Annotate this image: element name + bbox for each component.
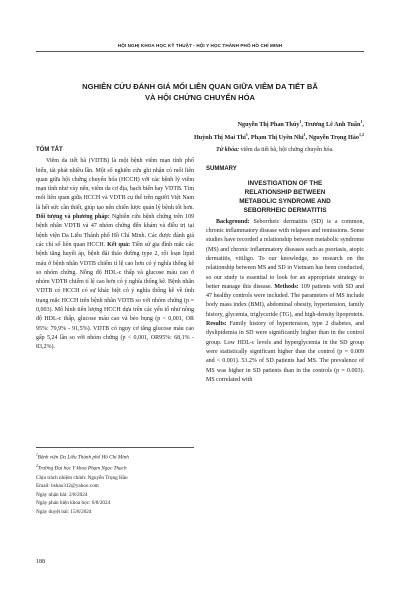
affiliation-1: $^1$Bệnh viện Da Liễu Thành phố Hồ Chí Minh [36,453,129,461]
email: Email: bshao312@yahoo.com [36,483,99,490]
footnotes [36,447,194,517]
page-number: 188 [36,559,45,565]
article-title [36,81,364,103]
conference-header: HỘI NGHỊ KHOA HỌC KỸ THUẬT - HỘI Y HỌC THÀNH PHỐ HỒ CHÍ MINH [117,43,283,48]
corresponding-author: Chịu trách nhiệm chính: Nguyễn Trọng Hào [36,474,128,481]
left-column [36,146,194,353]
english-title: INVESTIGATION OF THE RELATIONSHIP BETWEEN METABOLIC SYNDROME AND SEBORRHEIC DERMATITIS [239,179,331,215]
title-line-1: NGHIÊN CỨU ĐÁNH GIÁ MỐI LIÊN QUAN GIỮA VIÊM DA TIẾT BÃ [82,82,318,91]
author: Huỳnh Thị Mai Thi$^1$, [193,132,251,142]
title-line-2: VÀ HỘI CHỨNG CHUYỂN HÓA [144,93,256,102]
summary-vi-paragraph: Viêm da tiết bã (VDTB) là một bệnh viêm mạn tính phổ biến, tái phát nhiều lần. Một số nghiên cứu ghi nhận có mối liên quan giữa hội chứng chuyển hóa (HCCH) với các bệnh lý viêm mạn tính như vảy nến, viêm da cơ địa, bạch biến hay VDTB. Tìm mối liên quan giữa HCCH và VDTB cụ thể trên người Việt Nam là hết sức cần thiết, giúp tạo nên chiến lược quản lý bệnh tốt hơn. Đối tượng và phương pháp: Nghiên cứu bệnh chứng trên 109 bệnh nhân VDTB và 47 nhóm chứng đến khám và điều trị tại bệnh viện Da Liễu Thành phố Hồ Chí Minh. Các được đánh giá các chỉ số liên quan HCCH. Kết quả: Tiền sử gia đình mắc các bệnh tăng huyết áp, bệnh đái tháo đường type 2, rối loạn lipid máu ở bệnh nhân VDTB chiếm tỉ lệ cao hơn có ý nghĩa thống kê so nhóm chứng. Nồng độ HDL-c thấp và glucose máu cao ở nhóm VDTB chiếm tỉ lệ cao hơn có ý nghĩa thống kê. Bệnh nhân VDTB có HCCH có sự khác biệt có ý nghĩa thống kê về tình trạng mắc HCCH trên bệnh nhân VDTB so với nhóm chứng (p = 0,003). Mô hình tiên lượng HCCH dựa trên các yếu tố như nồng độ HDL-c thấp, glucose máu cao và béo bụng (p < 0,001, OR 95%: 79,9% - 91,5%). VDTB có nguy cơ tăng glucose máu cao gấp 5,24 lần so với nhóm chứng (p < 0,001, OR95%: 68,1% - 83,2%). [36,158,195,351]
author: Nguyễn Trọng Hào$^{1,2}$ [308,132,364,142]
author: Phạm Thị Uyên Nhi$^1$, [250,132,309,142]
author: Trương Lê Anh Tuấn$^1$, [304,119,364,129]
author: Nguyễn Thị Phan Thúy$^1$, [237,119,305,129]
right-column [206,146,364,385]
keywords-vi: Từ khóa: viêm da tiết bã, hội chứng chuyển hóa. [216,147,334,153]
date-accepted: Ngày duyệt bài: 15/8/2024 [36,509,92,516]
author-list [64,117,364,143]
affiliation-2: $^2$Trường Đại học Y khoa Phạm Ngọc Thạch [36,464,127,473]
date-reviewed: Ngày phản biện khoa học: 6/8/2024 [36,500,111,507]
summary-vi-heading: TÓM TẮT [36,147,63,153]
summary-en-paragraph: Background: Seborrheic dermatitis (SD) is a common, chronic inflammatory disease with relapses and remissions. Some studies have recorded a relationship between metabolic syndrome (MS) and chronic inflammatory diseases such as psoriasis, atopic dermatitis, vitiligo. To our knowledge, no research on the relationship between MS and SD in Vietnam has been conducted, so our study is essential to look for an appropriate strategy to better manage this disease. Methods: 109 patients with SD and 47 healthy controls were included. The parameters of MS include body mass index (BMI), abdominal obesity, hypertension, family history, glycemia, triglyceride (TG), and high-density lipoprotein. Results: Family history of hypertension, type 2 diabetes, and dyslipidemia in SD were significantly higher than in the control group. Low HDL-c levels and hyperglycemia in the SD group were statistically significant higher than the control (p = 0.009 and < 0.001). 53.2% of SD patients had MS. The prevalence of MS was higher in SD patients than in the controls (p = 0.003). MS correlated with [206,218,365,383]
header-divider [36,51,364,52]
summary-en-heading: SUMMARY [206,166,237,173]
date-received: Ngày nhận bài: 2/8/2024 [36,491,88,498]
